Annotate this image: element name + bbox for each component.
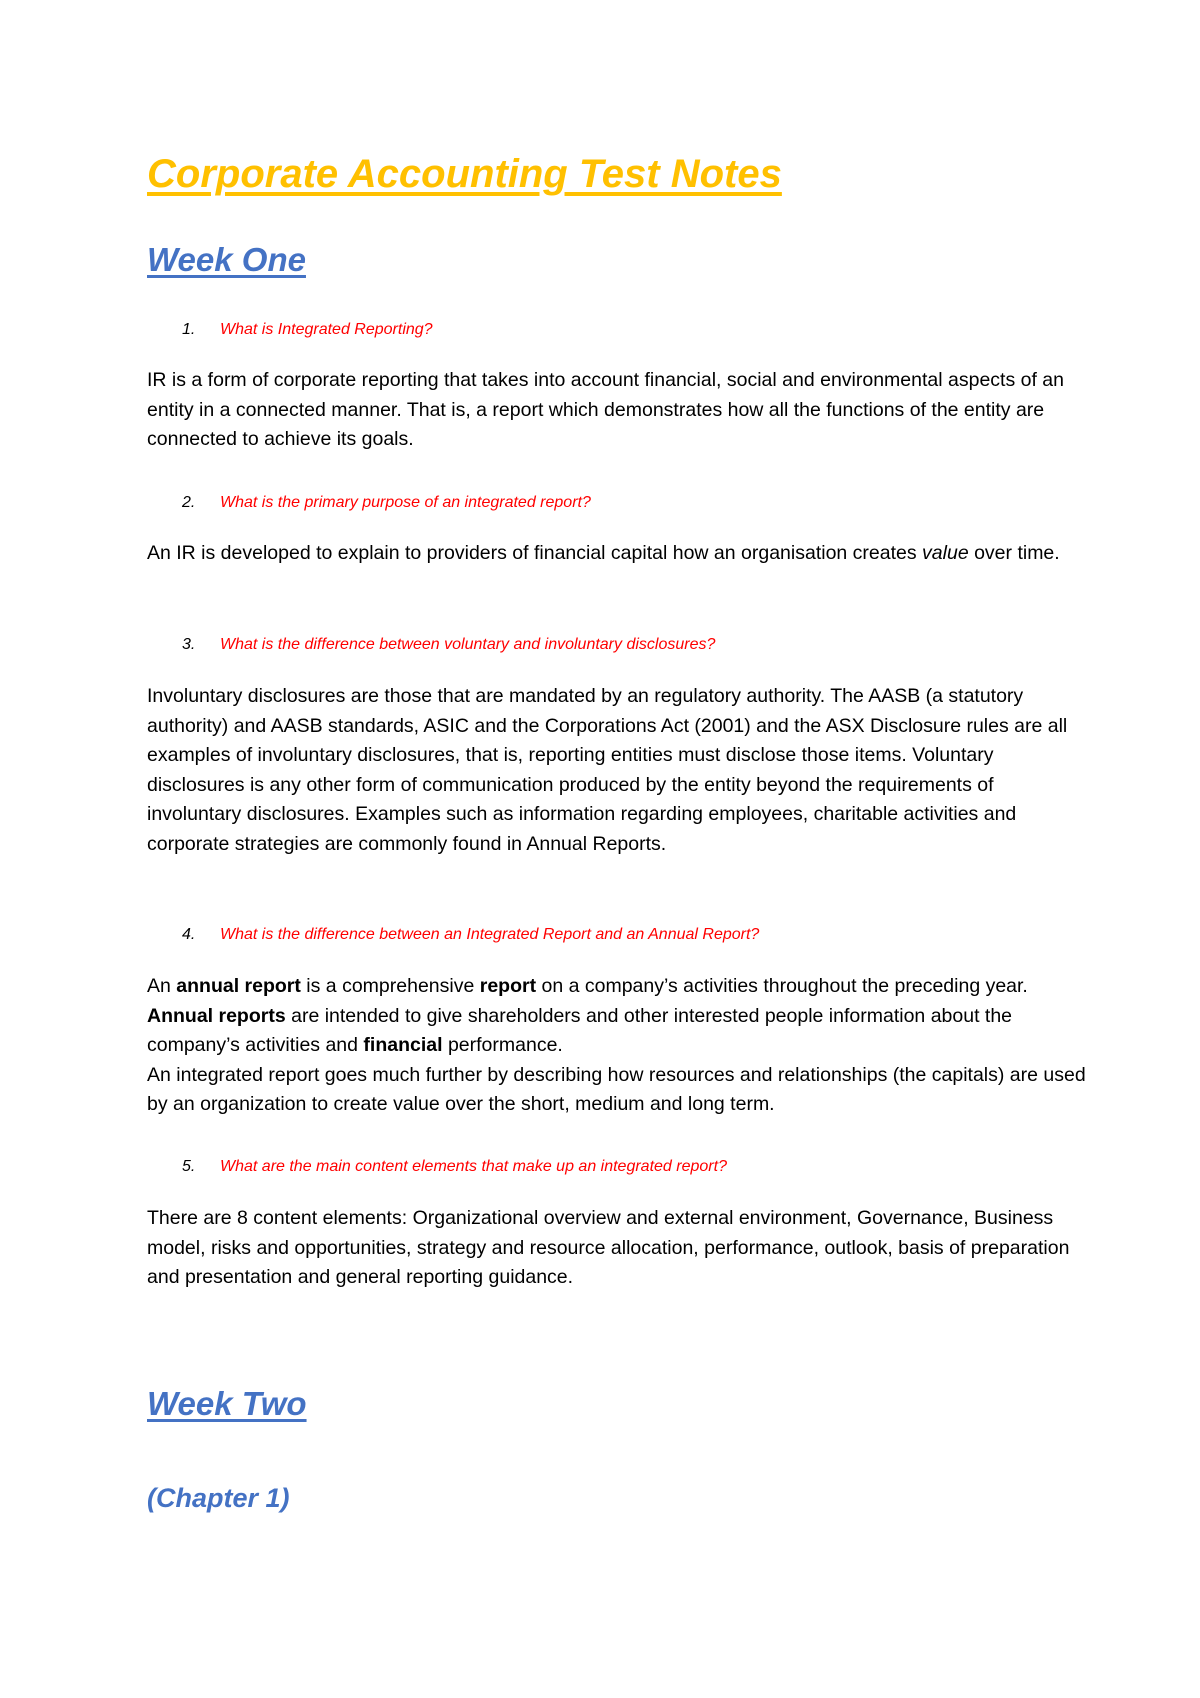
- answer-bold: annual report: [176, 975, 301, 997]
- question-number: 2.: [182, 494, 196, 511]
- answer-text: performance.: [442, 1034, 563, 1056]
- question-3: [182, 635, 715, 654]
- question-text: What is the primary purpose of an integrated report?: [220, 494, 591, 511]
- answer-bold: financial: [363, 1034, 443, 1056]
- question-text: What are the main content elements that make up an integrated report?: [220, 1158, 727, 1175]
- question-text: What is Integrated Reporting?: [220, 321, 433, 338]
- document-title: Corporate Accounting Test Notes: [147, 152, 782, 196]
- question-number: 1.: [182, 321, 196, 338]
- answer-text: An integrated report goes much further by describing how resources and relationships (the capitals) are used by an organization to create value over the short, medium and long term.: [147, 1063, 1086, 1115]
- question-text: What is the difference between voluntary and involuntary disclosures?: [220, 636, 716, 653]
- question-2: [182, 493, 591, 512]
- question-text: What is the difference between an Integrated Report and an Annual Report?: [220, 926, 760, 943]
- answer-text: An: [147, 975, 177, 997]
- week-two-heading: Week Two: [147, 1385, 307, 1422]
- answer-bold: report: [479, 975, 537, 997]
- question-number: 4.: [182, 926, 196, 943]
- answer-3: Involuntary disclosures are those that are mandated by an regulatory authority. The AASB (a statutory authority) and AASB standards, ASIC and the Corporations Act (2001) and the ASX Disclosure rules are all examples of involuntary disclosures, that is, reporting entities must disclose those items. Voluntary disclosures is any other form of communication produced by the entity beyond the requirements of involuntary disclosures. Examples such as information regarding employees, charitable activities and corporate strategies are commonly found in Annual Reports.: [147, 685, 1068, 855]
- answer-bold: Annual reports: [147, 1004, 286, 1027]
- answer-2: [147, 539, 1087, 569]
- answer-5: There are 8 content elements: Organizational overview and external environment, Governance, Business model, risks and opportunities, strategy and resource allocation, performance, outlook, basis of preparation and presentation and general reporting guidance.: [147, 1207, 1070, 1288]
- answer-text: are intended to give shareholders and other interested people information about the company’s activities and: [147, 1004, 1013, 1056]
- question-4: [182, 925, 759, 944]
- answer-text: An IR is developed to explain to providers of financial capital how an organisation creates: [147, 542, 923, 564]
- answer-emphasis: value: [922, 542, 969, 564]
- chapter-heading: (Chapter 1): [147, 1483, 290, 1513]
- week-one-heading: Week One: [147, 241, 306, 278]
- answer-text: on a company’s activities throughout the preceding year.: [536, 975, 1028, 997]
- answer-1: IR is a form of corporate reporting that takes into account financial, social and environmental aspects of an entity in a connected manner. That is, a report which demonstrates how all the functions of the entity are connected to achieve its goals.: [147, 369, 1064, 450]
- answer-4: [147, 972, 1087, 1120]
- question-number: 3.: [182, 636, 196, 653]
- question-5: [182, 1157, 727, 1176]
- answer-text: is a comprehensive: [300, 975, 480, 997]
- question-number: 5.: [182, 1158, 196, 1175]
- question-1: [182, 320, 433, 339]
- answer-text: over time.: [968, 542, 1060, 564]
